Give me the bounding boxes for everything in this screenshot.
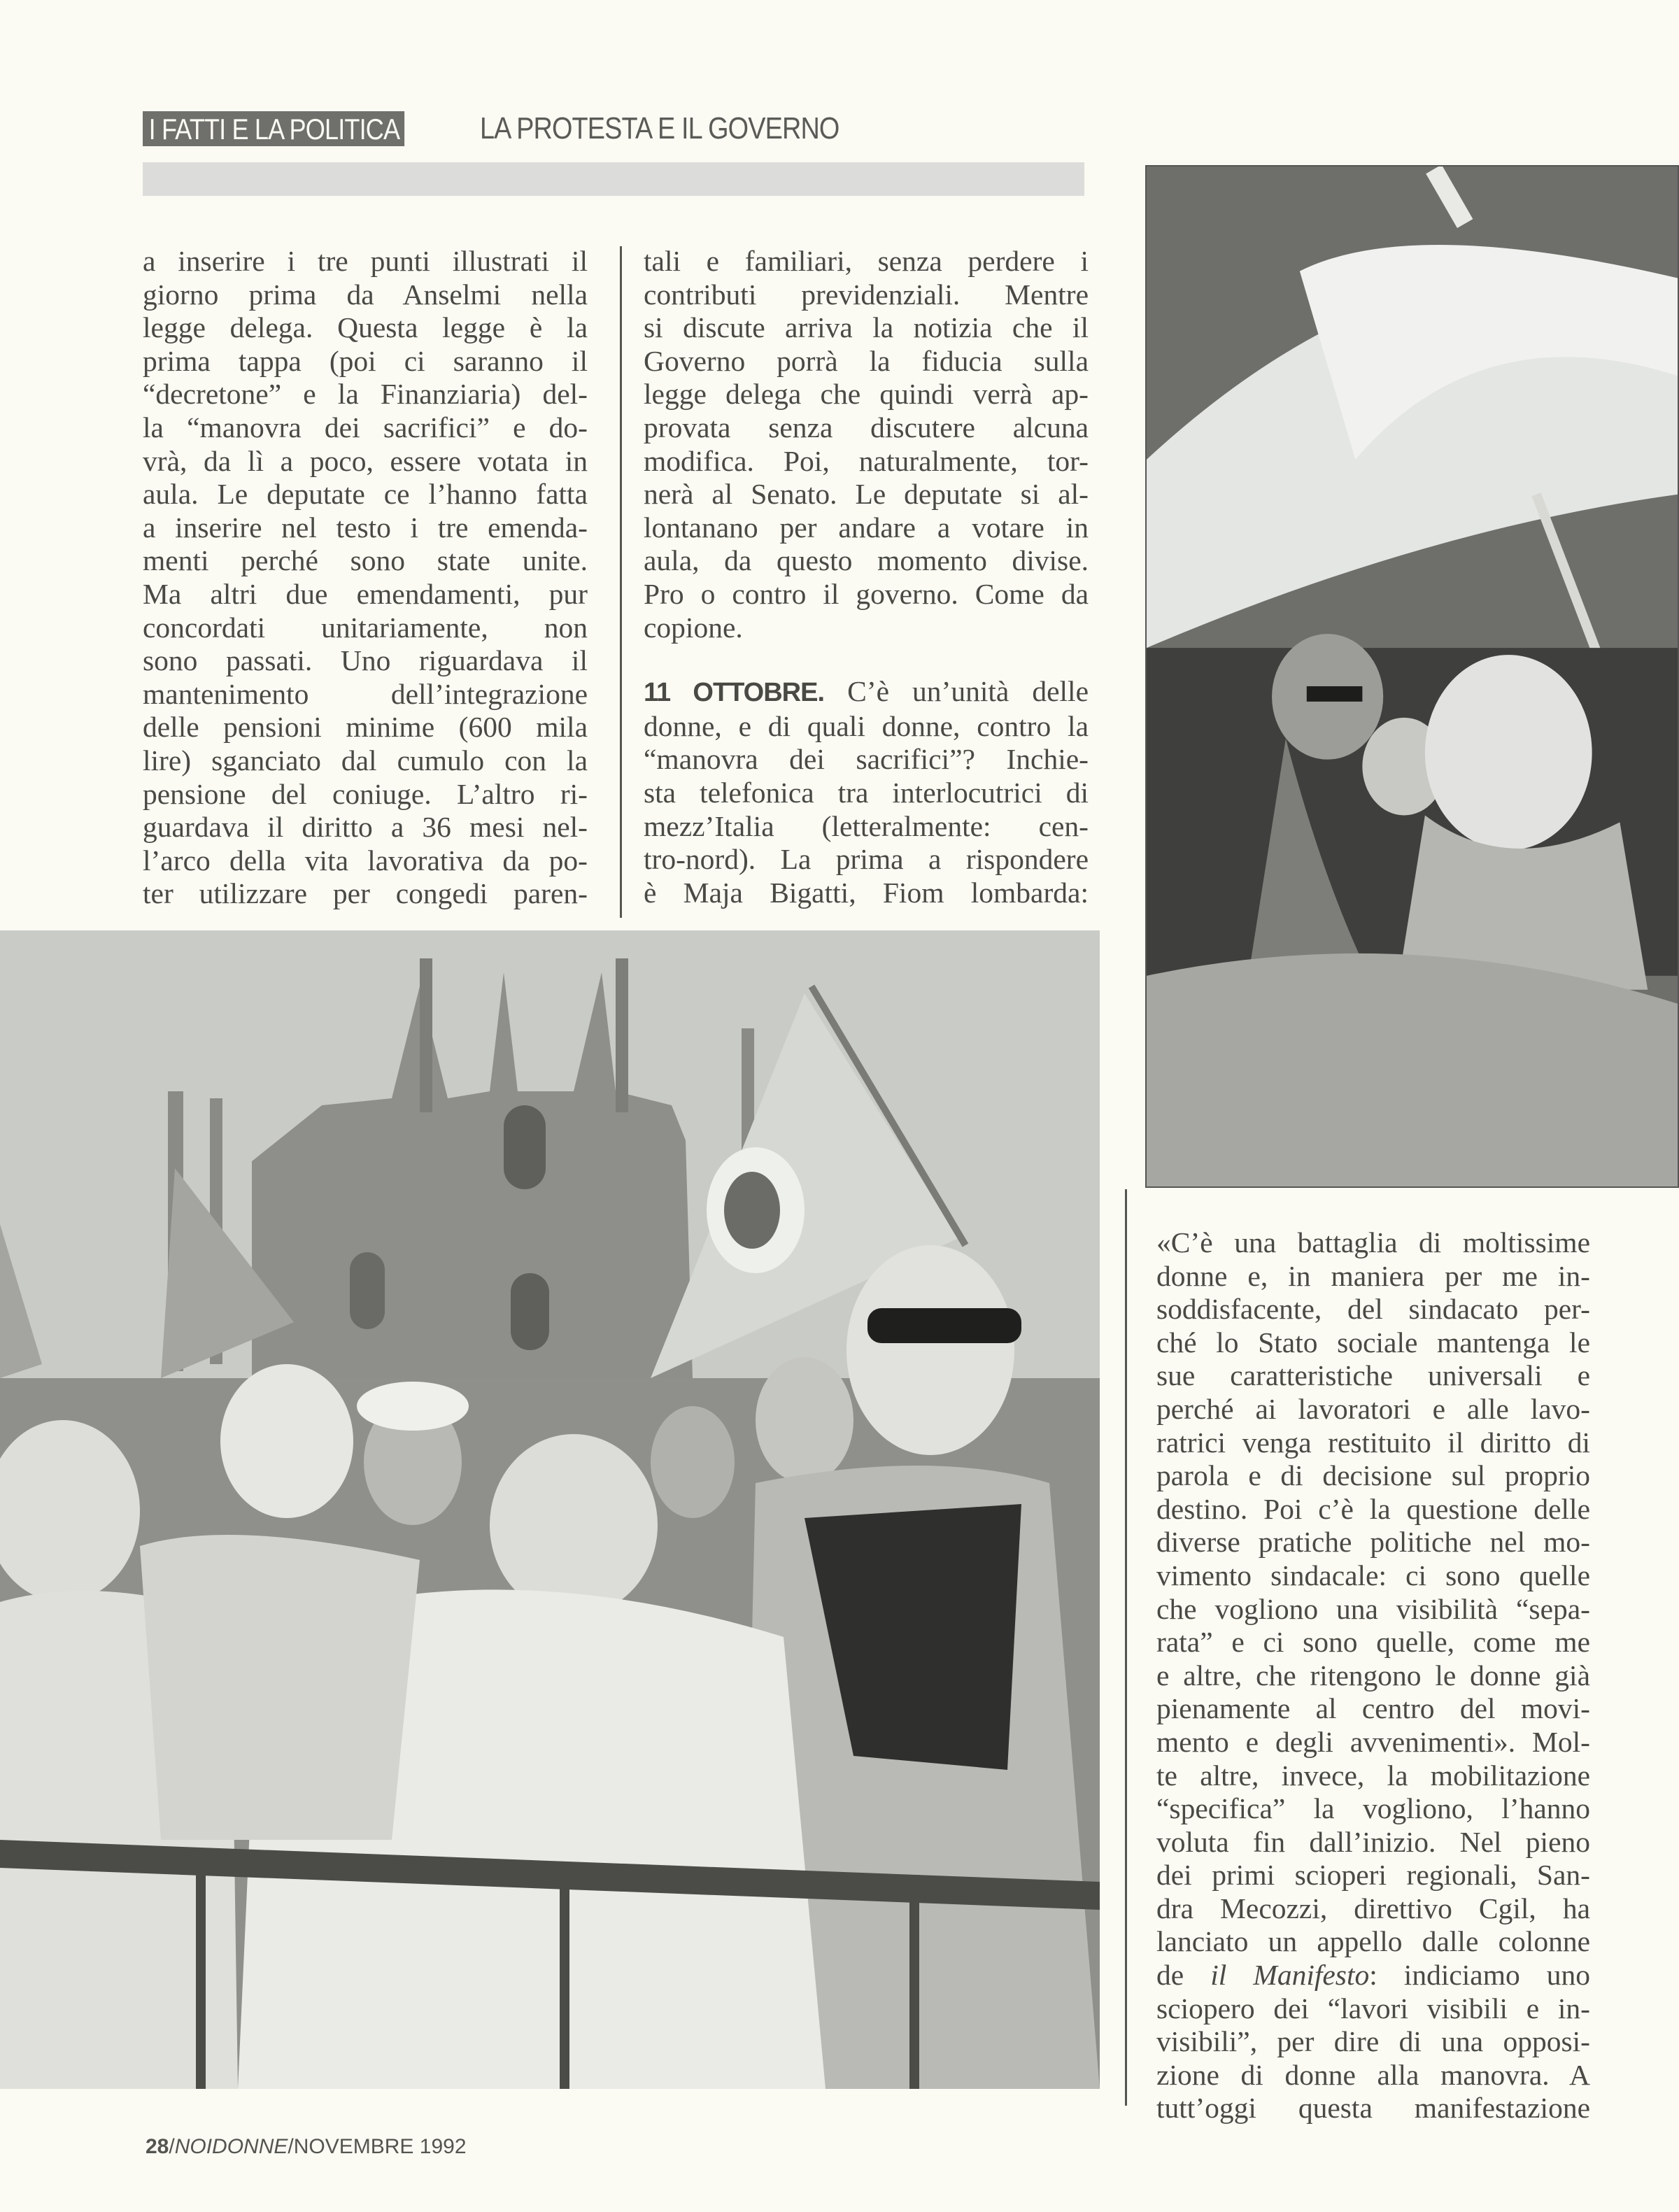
umbrella-photo-illustration <box>1147 166 1678 1186</box>
text-line: mezz’Italia (letteralmente: cen- <box>644 809 1089 842</box>
text-line: l’arco della vita lavorativa da po- <box>143 844 588 877</box>
text-line: contributi previdenziali. Mentre <box>644 278 1089 311</box>
text-line: de il Manifesto: indiciamo uno <box>1156 1959 1591 1992</box>
text-line: legge delega. Questa legge è la <box>143 311 588 344</box>
text-line: Pro o contro il governo. Come da <box>644 577 1089 610</box>
text-line: vrà, da lì a poco, essere votata in <box>143 444 588 477</box>
magazine-name: NOIDONNE <box>174 2135 288 2158</box>
text-line: modifica. Poi, naturalmente, tor- <box>644 444 1089 477</box>
text-column-3 <box>1156 1226 1590 2125</box>
text-line: mento e degli avvenimenti». Mol- <box>1156 1725 1590 1758</box>
text-line: donne, e di quali donne, contro la <box>644 709 1089 742</box>
text-line: è Maja Bigatti, Fiom lombarda: <box>644 876 1089 909</box>
text-line: tro-nord). La prima a rispondere <box>644 843 1089 876</box>
text-line: a inserire i tre punti illustrati il <box>143 245 588 277</box>
header-band <box>143 162 1084 196</box>
text-line: copione. <box>644 611 743 644</box>
page-number: 28 <box>146 2135 169 2158</box>
text-line: e altre, che ritengono le donne già <box>1156 1659 1590 1692</box>
text-line: delle pensioni minime (600 mila <box>143 711 588 744</box>
text-line: sue caratteristiche universali e <box>1156 1359 1590 1392</box>
text-line: pienamente al centro del movi- <box>1156 1692 1590 1725</box>
text-line: parola e di decisione sul proprio <box>1156 1459 1590 1492</box>
text-line: ratrici venga restituito il diritto di <box>1156 1426 1590 1459</box>
issue-date: NOVEMBRE 1992 <box>293 2135 467 2158</box>
text-line: «C’è una battaglia di moltissime <box>1156 1226 1590 1259</box>
text-line: sta telefonica tra interlocutrici di <box>644 776 1089 809</box>
running-header <box>143 111 840 147</box>
text-line: sciopero dei “lavori visibili e in- <box>1156 1992 1590 2025</box>
text-line: “manovra dei sacrifici”? Inchie- <box>644 743 1089 776</box>
text-line: mantenimento dell’integrazione <box>143 677 588 710</box>
text-line: ché lo Stato sociale mantenga le <box>1156 1326 1590 1359</box>
text-line: te altre, invece, la mobilitazione <box>1156 1759 1590 1792</box>
text-line: Ma altri due emendamenti, pur <box>143 577 588 610</box>
text-line: la “manovra dei sacrifici” e do- <box>143 411 588 444</box>
text-line: legge delega che quindi verrà ap- <box>644 378 1089 411</box>
text-line: diverse pratiche politiche nel mo- <box>1156 1526 1590 1559</box>
text-line: aula, da questo momento divise. <box>644 544 1089 577</box>
article-title: LA PROTESTA E IL GOVERNO <box>480 111 840 146</box>
text-line: a inserire nel testo i tre emenda- <box>143 511 588 544</box>
text-line: perché ai lavoratori e alle lavo- <box>1156 1392 1590 1425</box>
text-line: lire) sganciato dal cumulo con la <box>143 744 588 777</box>
text-line: “decretone” e la Finanziaria) del- <box>143 378 588 411</box>
section-tag: I FATTI E LA POLITICA <box>143 111 404 146</box>
text-line: vimento sindacale: ci sono quelle <box>1156 1559 1590 1591</box>
text-line: donne e, in maniera per me in- <box>1156 1259 1590 1292</box>
text-line: prima tappa (poi ci saranno il <box>143 344 588 377</box>
text-line: lanciato un appello dalle colonne <box>1156 1925 1590 1958</box>
text-line: dei primi scioperi regionali, San- <box>1156 1859 1590 1892</box>
column-rule <box>1125 1189 1127 2106</box>
text-line: ter utilizzare per congedi paren- <box>143 877 588 910</box>
page-footer: 28/NOIDONNE/NOVEMBRE 1992 <box>146 2135 467 2158</box>
text-column-2 <box>644 245 1089 909</box>
text-line: Governo porrà la fiducia sulla <box>644 344 1089 377</box>
text-line: sono passati. Uno riguardava il <box>143 644 588 677</box>
text-line: soddisfacente, del sindacato per- <box>1156 1293 1590 1326</box>
dateline: 11 OTTOBRE. <box>644 678 825 708</box>
text-column-1 <box>143 245 588 911</box>
text-line: tali e familiari, senza perdere i <box>644 245 1089 277</box>
text-line: provata senza discutere alcuna <box>644 411 1089 444</box>
text-line: menti perché sono state unite. <box>143 544 588 577</box>
text-line: visibili”, per dire di una opposi- <box>1156 2025 1590 2058</box>
text-line: lontanano per andare a votare in <box>644 511 1089 544</box>
text-line: giorno prima da Anselmi nella <box>143 278 588 311</box>
text-line: aula. Le deputate ce l’hanno fatta <box>143 478 588 511</box>
photo-crowd-duomo <box>0 930 1100 2089</box>
column-rule <box>620 246 622 918</box>
text-line: dra Mecozzi, direttivo Cgil, ha <box>1156 1892 1590 1924</box>
text-line: si discute arriva la notizia che il <box>644 311 1089 344</box>
text-line: concordati unitariamente, non <box>143 611 588 644</box>
text-line: pensione del coniuge. L’altro ri- <box>143 777 588 810</box>
text-line: rata” e ci sono quelle, come me <box>1156 1626 1590 1659</box>
text-line: “specifica” la vogliono, l’hanno <box>1156 1792 1590 1825</box>
text-line: voluta fin dall’inizio. Nel pieno <box>1156 1825 1590 1858</box>
text-line: che vogliono una visibilità “sepa- <box>1156 1592 1590 1625</box>
dateline-line: 11 OTTOBRE. C’è un’unità delle <box>644 675 1089 708</box>
crowd-photo-illustration <box>0 930 1100 2089</box>
text-line: destino. Poi c’è la questione delle <box>1156 1492 1590 1525</box>
text-line: tutt’oggi questa manifestazione <box>1156 2092 1590 2125</box>
photo-women-umbrella <box>1145 165 1679 1188</box>
publication-name: il Manifesto <box>1210 1959 1370 1992</box>
text-line: nerà al Senato. Le deputate si al- <box>644 478 1089 511</box>
text-line: zione di donne alla manovra. A <box>1156 2058 1590 2091</box>
text-line: guardava il diritto a 36 mesi nel- <box>143 811 588 844</box>
